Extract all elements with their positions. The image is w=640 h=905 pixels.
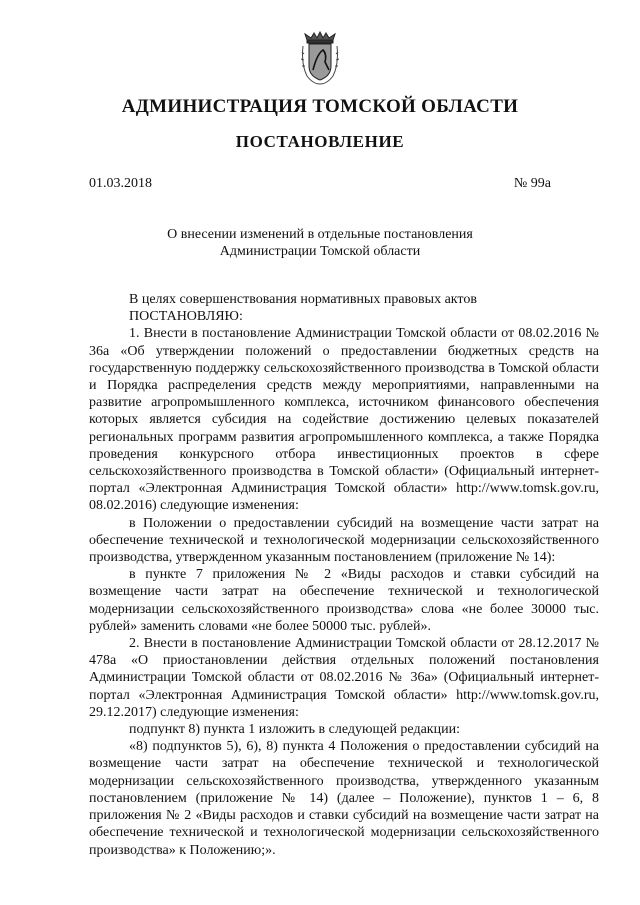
document-date: 01.03.2018 <box>89 176 152 191</box>
paragraph: подпункт 8) пункта 1 изложить в следующей редакции: <box>129 722 460 738</box>
paragraph: в пункте 7 приложения № 2 «Виды расходов и ставки субсидий на возмещение части затрат на обеспечение технической и технологической модернизации сельскохозяйственного производства» слова «не более 30000 тыс. рублей» заменить словами «не более 50000 тыс. рублей». <box>89 567 599 634</box>
paragraph: ПОСТАНОВЛЯЮ: <box>129 309 243 325</box>
paragraph: В целях совершенствования нормативных правовых актов <box>129 292 477 307</box>
organization-title: АДМИНИСТРАЦИЯ ТОМСКОЙ ОБЛАСТИ <box>121 96 519 117</box>
coat-of-arms-icon <box>301 30 339 86</box>
document-type: ПОСТАНОВЛЕНИЕ <box>235 132 405 151</box>
subject-line: Администрации Томской области <box>219 244 421 259</box>
paragraph: 2. Внести в постановление Администрации Томской области от 28.12.2017 № 478а «О приостановлении действия отдельных положений постановления Администрации Томской области от 08.02.2016 № 36а» (Официальный интернет-портал «Электронная Администрация Томской области» http://www.tomsk.gov.ru, 29.12.2017) следующие изменения: <box>89 636 599 720</box>
paragraph: «8) подпунктов 5), 6), 8) пункта 4 Положения о предоставлении субсидий на возмещение части затрат на обеспечение технической и технологической модернизации сельскохозяйственного производства, утвержденного указанным постановлением (приложение № 14) (далее – Положение), пунктов 1 – 6, 8 приложения № 2 «Виды расходов и ставки субсидий на возмещение части затрат на обеспечение технической и технологической модернизации сельскохозяйственного производства» к Положению;». <box>89 739 599 858</box>
paragraph: в Положении о предоставлении субсидий на возмещение части затрат на обеспечение технической и технологической модернизации сельскохозяйственного производства, утвержденном указанным постановлением (приложение № 14): <box>89 515 599 566</box>
subject-line: О внесении изменений в отдельные постановления <box>167 227 473 242</box>
paragraph: 1. Внести в постановление Администрации Томской области от 08.02.2016 № 36а «Об утверждении положений о предоставлении бюджетных средств на государственную поддержку сельскохозяйственного производства в Томской области и Порядка распределения средств между мероприятиями, направленными на развитие агропромышленного комплекса, источником финансового обеспечения которых является субсидия на содействие достижению целевых показателей региональных программ развития агропромышленного комплекса, а также Порядка проведения конкурсного отбора инвестиционных проектов в сфере сельскохозяйственного производства в Томской области» (Официальный интернет-портал «Электронная Администрация Томской области» http://www.tomsk.gov.ru, 08.02.2016) следующие изменения: <box>89 326 599 514</box>
document-subject <box>0 226 640 260</box>
document-body <box>89 291 599 859</box>
document-number: № 99а <box>513 176 551 191</box>
